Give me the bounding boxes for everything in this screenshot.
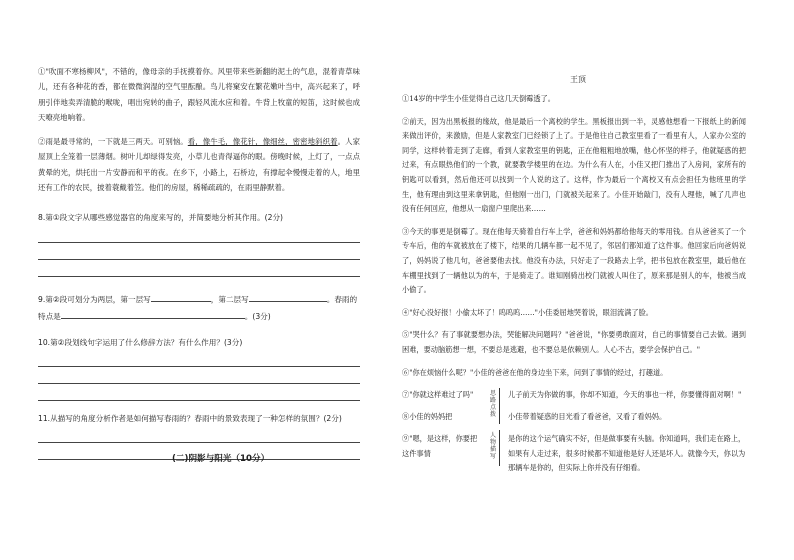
answer-line[interactable] bbox=[38, 260, 360, 277]
story-paragraph-4: ④"好心没好报！小偷太坏了！呜呜呜……"小佳委屈地哭着说，眼泪流满了脸。 bbox=[402, 307, 653, 317]
story-paragraph-6: ⑥"你在烦恼什么呢？"小佳的爸爸在他的身边坐下来，问到了事情的经过，打趣道。 bbox=[402, 367, 668, 377]
question-8: 8.第①段文字从哪些感觉器官的角度来写的，并简要地分析其作用。(2分) bbox=[38, 213, 284, 223]
annotation-2: 人物描写 bbox=[490, 432, 497, 461]
story-paragraph-9: ⑨"嗯，是这样，你要把这件事情 bbox=[402, 434, 478, 458]
story-paragraph-1: ①14岁的中学生小佳觉得自己这几天倒霉透了。 bbox=[402, 94, 555, 103]
question-9 bbox=[38, 291, 360, 325]
question-9-part-b: ，第二层写 bbox=[210, 294, 249, 304]
section-title: (二)阴影与阳光（10分） bbox=[172, 454, 270, 464]
paragraph-2-rest: 。人家屋顶上全笼着一层薄烟。树叶儿却绿得发亮，小草儿也青得逼你的眼。傍晚时候，上灯了，一点点黄晕的光，烘托出一片安静而和平的夜。在乡下，小路上，石桥边，有撑起伞慢慢走着的人，地里还有工作的农民，披着蓑戴着笠。他们的房屋，稀稀疏疏的，在雨里静默着。 bbox=[38, 137, 360, 193]
answer-line[interactable] bbox=[38, 367, 360, 384]
blank-layer-2[interactable] bbox=[249, 301, 327, 302]
answer-line[interactable] bbox=[38, 350, 360, 367]
story-paragraph-5: ⑤"哭什么？有了事就要想办法，哭能解决问题吗？"爸爸说，"你要勇敢面对，自己的事情要自己去做。遇到困难，要动脑筋想一想，不要总是逃避，也不要总是依赖别人。人心不古，要学会保护自己。" bbox=[402, 330, 746, 354]
story-paragraph-3: ③今天的事更是倒霉了。现在他每天骑着自行车上学，爸爸和妈妈都给他每天的零用钱。自从爸爸买了一个专车后，他的车就被放在了楼下，结果的几辆车都一起不见了，邻居们都知道了这件事。他回家后向爸妈说了，妈妈说了他几句，爸爸要他去找。他没有办法，只好走了一段路去上学，把书包放在教室里，最后他在车棚里找到了一辆他以为的车，于是骑走了。谁知刚骑出校门就被人叫住了，原来那是别人的车，他被当成小偷了。 bbox=[402, 226, 746, 295]
annotation-bracket bbox=[499, 388, 500, 424]
story-paragraph-7-cont: 儿子前天为你做的事，你却不知道，今天的事也一样，你要懂得面对啊！" bbox=[508, 390, 742, 400]
question-9-part-d: 。(3分) bbox=[244, 311, 271, 321]
paragraph-2-start: ②雨是最寻常的，一下就是三两天。可别恼。 bbox=[38, 137, 188, 147]
annotation-bracket bbox=[499, 430, 500, 466]
question-9-part-a: 9.第②段可划分为两层，第一层写 bbox=[38, 294, 151, 304]
question-11: 11.从描写的角度分析作者是如何描写春雨的？春雨中的景致表现了一种怎样的氛围？(2分) bbox=[38, 413, 342, 423]
paragraph-1: ①"吹面不寒杨柳风"，不错的，像母亲的手抚摸着你。风里带来些新翻的泥土的气息，混着青草味儿，还有各种花的香，都在微微润湿的空气里酝酿。鸟儿将窠安在繁花嫩叶当中，高兴起来了，呼朋引伴地卖弄清脆的喉咙，唱出宛转的曲子，跟轻风流水应和着。牛背上牧童的短笛，这时候也成天嘹亮地响着。 bbox=[38, 67, 360, 122]
left-column bbox=[38, 64, 360, 460]
answer-line[interactable] bbox=[38, 384, 360, 401]
question-9-part-c: 。春雨的特点是 bbox=[38, 294, 358, 321]
blank-rain-feature[interactable] bbox=[61, 318, 245, 319]
annotation-1: 思路点拨 bbox=[490, 390, 497, 419]
paragraph-2 bbox=[38, 134, 360, 195]
story-paragraph-7: ⑦"你就这样难过了吗" bbox=[402, 390, 474, 400]
story-paragraph-2: ②前天，因为出黑板报的缘故，他是最后一个离校的学生。黑板报出到一半，灵感他想看一下报纸上的新闻来做出评价，来激励，但是人家教室门已经锁了上了。于是他往自己教室里看了一看里有人，人家办公室的同学，这样转着走到了走廊，看到人家教室里的钥匙，正在他粗粗地放嘴，他心怀坚的样子，他就疑惑的把过来，有点眼热他们的一个教，就要教学楼里的在边。为什么有人在，小佳又把门推出了入房间，家所有的钥匙可以看到，然后他还可以找到一个人说的这了。这样，作为最后一个离校又有点会担任为他班里的学生，他有理由到这里来拿钥匙，但他刚一出门，门就被关起来了。小佳开始敲门，没有人理他，喊了几声也没有任何回应，他想从一扇窗户里爬出来…… bbox=[402, 116, 746, 214]
answer-line[interactable] bbox=[38, 226, 360, 243]
story-title: 王顶 bbox=[570, 75, 586, 84]
answer-line[interactable] bbox=[38, 426, 360, 443]
right-column bbox=[402, 92, 746, 473]
story-paragraph-8: ⑧小佳的妈妈把 bbox=[402, 412, 453, 422]
annotated-block bbox=[402, 388, 746, 473]
answer-line[interactable] bbox=[38, 243, 360, 260]
blank-layer-1[interactable] bbox=[151, 301, 211, 302]
question-10: 10.第②段划线句字运用了什么修辞方法？有什么作用？(3分) bbox=[38, 337, 243, 347]
story-paragraph-9-cont: 是你的这个运气确实不好，但是做事要有头脑。你知道吗，我们走在路上，如果有人走过来，很多时候都不知道他是好人还是坏人。就像今天，你以为那辆车是你的，但实际上你并没有仔细看。 bbox=[508, 434, 746, 473]
story-paragraph-8-cont: 小佳带着疑惑的目光看了看爸爸，又看了看妈妈。 bbox=[508, 412, 667, 422]
underlined-sentence: 看，像牛毛，像花针，像细丝，密密地斜织着 bbox=[187, 137, 338, 147]
